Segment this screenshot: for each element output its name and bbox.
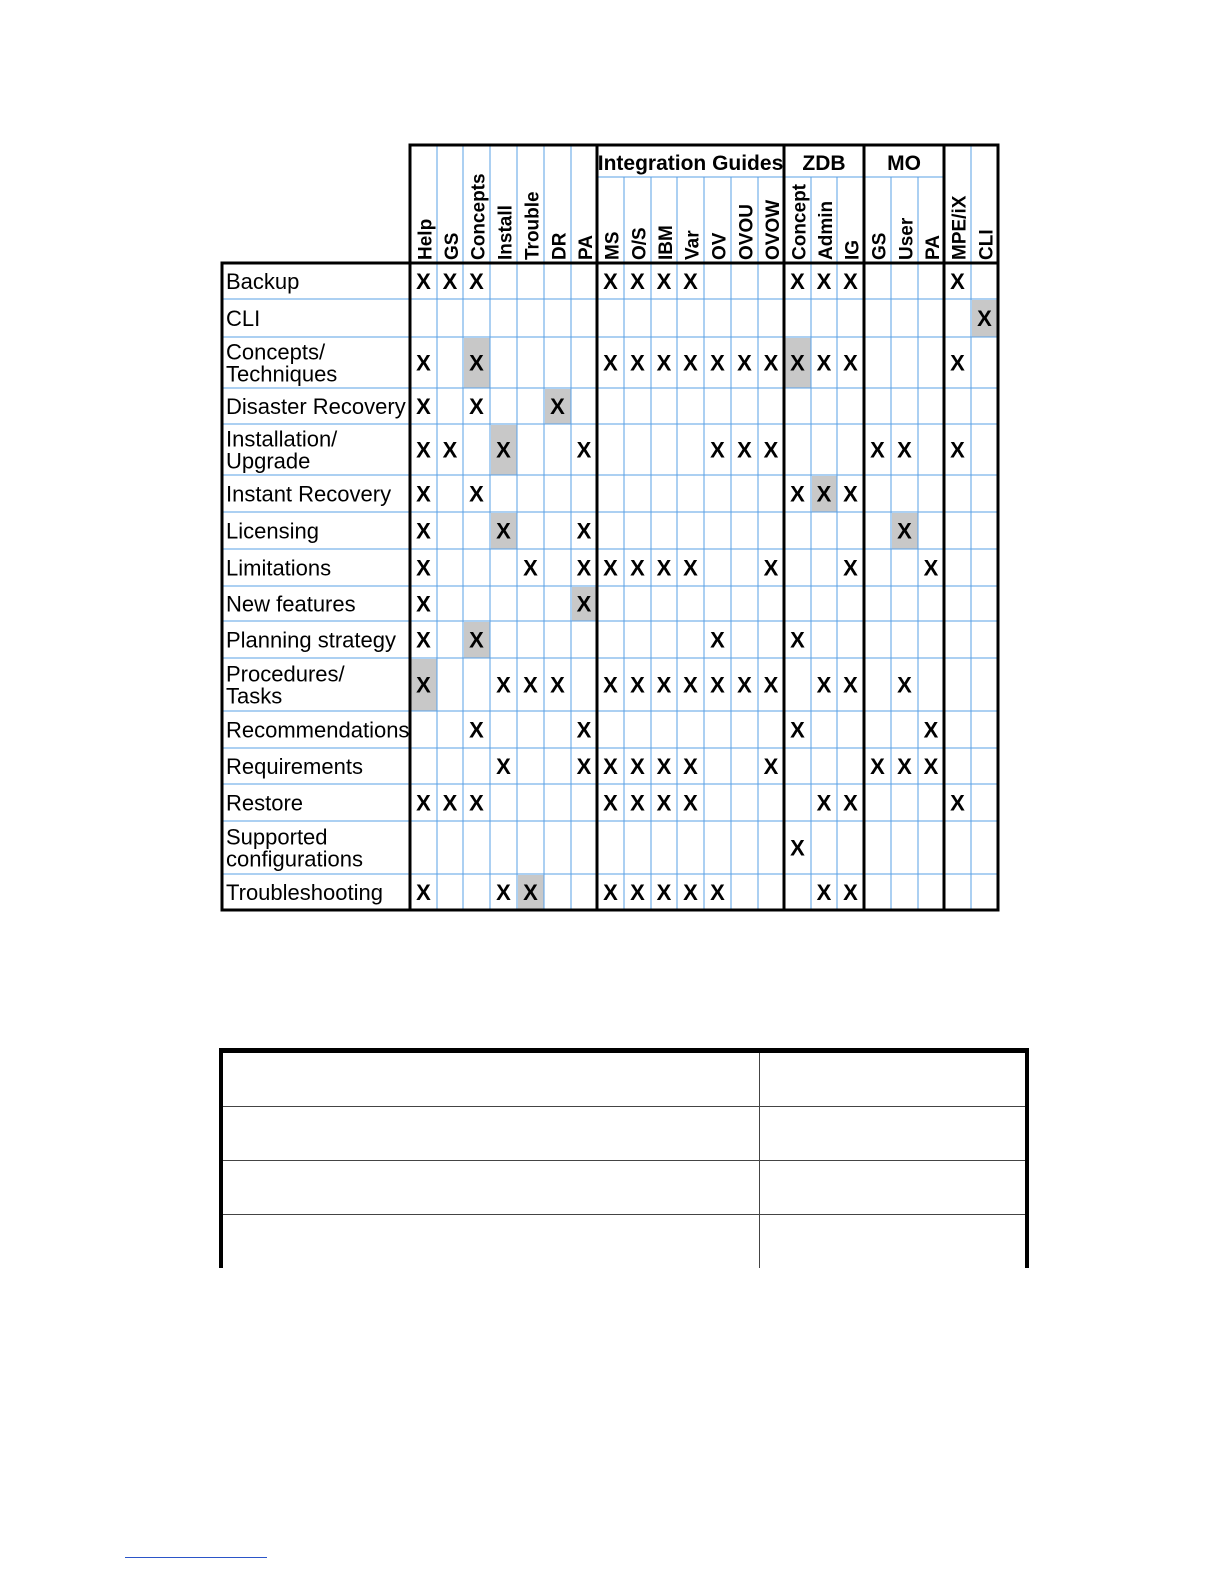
x-mark: X [683, 754, 698, 779]
x-mark: X [416, 672, 431, 698]
group-header: ZDB [802, 152, 846, 175]
x-mark: X [576, 518, 592, 544]
x-mark: X [656, 754, 672, 779]
column-header-install: Install [495, 205, 517, 260]
x-mark: X [763, 672, 779, 698]
x-mark: X [496, 754, 511, 779]
table-cell [760, 1161, 1028, 1215]
x-mark: X [843, 481, 858, 507]
x-mark: X [442, 437, 458, 463]
row-label: Disaster Recovery [226, 394, 406, 419]
x-mark: X [630, 672, 645, 698]
x-mark: X [790, 350, 805, 376]
x-mark: X [950, 790, 965, 816]
x-mark: X [656, 555, 672, 581]
x-mark: X [576, 555, 592, 581]
table-row [221, 1051, 1027, 1107]
column-header-concept: Concept [789, 184, 811, 260]
x-mark: X [576, 754, 592, 779]
x-mark: X [469, 717, 484, 743]
x-mark: X [496, 518, 511, 544]
x-mark: X [683, 880, 698, 905]
column-header-gs: GS [442, 232, 463, 260]
x-mark: X [416, 269, 431, 294]
x-mark: X [763, 555, 779, 581]
x-mark: X [416, 394, 431, 419]
x-mark: X [603, 269, 618, 294]
x-mark: X [576, 437, 592, 463]
row-label: Licensing [226, 518, 319, 544]
x-mark: X [950, 269, 965, 294]
column-header-ovou: OVOU [736, 204, 758, 260]
x-mark: X [469, 790, 484, 816]
x-mark: X [737, 437, 752, 463]
x-mark: X [603, 790, 618, 816]
blank-table [219, 1048, 1029, 1268]
x-mark: X [416, 481, 431, 507]
x-mark: X [550, 394, 565, 419]
column-header-dr: DR [549, 232, 571, 260]
row-label: Instant Recovery [226, 481, 392, 507]
x-mark: X [897, 437, 912, 463]
row-label: Troubleshooting [226, 880, 383, 905]
row-label: Techniques [226, 361, 338, 387]
column-header-user: User [896, 217, 918, 260]
x-mark: X [710, 437, 725, 463]
x-mark: X [496, 880, 511, 905]
group-header: Integration Guides [597, 152, 784, 175]
table-cell [760, 1107, 1028, 1161]
footnote-rule [125, 1557, 267, 1558]
table-row [221, 1215, 1027, 1269]
x-mark: X [442, 790, 458, 816]
x-mark: X [683, 790, 698, 816]
x-mark: X [710, 350, 725, 376]
column-header-os: O/S [629, 227, 651, 260]
x-mark: X [763, 754, 779, 779]
x-mark: X [656, 672, 672, 698]
x-mark: X [843, 350, 858, 376]
x-mark: X [576, 591, 592, 617]
table-cell [760, 1051, 1028, 1107]
x-mark: X [923, 555, 939, 581]
x-mark: X [416, 790, 431, 816]
x-mark: X [469, 269, 484, 294]
row-label: Procedures/ [226, 661, 345, 687]
row-label: CLI [226, 306, 261, 331]
x-mark: X [416, 437, 431, 463]
x-mark: X [469, 481, 484, 507]
x-mark: X [710, 627, 725, 653]
x-mark: X [656, 269, 672, 294]
x-mark: X [897, 672, 912, 698]
x-mark: X [603, 672, 618, 698]
x-mark: X [523, 672, 538, 698]
x-mark: X [790, 717, 805, 743]
x-mark: X [816, 481, 832, 507]
x-mark: X [469, 394, 484, 419]
column-header-var: Var [682, 230, 704, 260]
row-label: Recommendations [226, 717, 410, 743]
x-mark: X [977, 306, 992, 331]
table-row [221, 1107, 1027, 1161]
x-mark: X [603, 555, 618, 581]
group-header: MO [887, 152, 921, 175]
x-mark: X [843, 269, 858, 294]
x-mark: X [683, 555, 698, 581]
row-label: configurations [226, 846, 363, 872]
x-mark: X [416, 627, 431, 653]
table-cell [221, 1161, 760, 1215]
x-mark: X [763, 437, 779, 463]
row-label: Planning strategy [226, 627, 396, 653]
table-cell [221, 1107, 760, 1161]
x-mark: X [469, 350, 484, 376]
column-header-mo-pa: PA [923, 235, 944, 260]
column-header-trouble: Trouble [522, 191, 544, 260]
x-mark: X [630, 350, 645, 376]
row-label: Backup [226, 269, 300, 294]
x-mark: X [710, 880, 725, 905]
x-mark: X [656, 350, 672, 376]
x-mark: X [469, 627, 484, 653]
x-mark: X [763, 350, 779, 376]
x-mark: X [843, 880, 858, 905]
row-label: Requirements [226, 754, 363, 779]
row-label: Restore [226, 790, 304, 816]
x-mark: X [630, 790, 645, 816]
x-mark: X [496, 437, 511, 463]
x-mark: X [523, 880, 538, 905]
x-mark: X [630, 555, 645, 581]
x-mark: X [816, 269, 832, 294]
x-mark: X [816, 880, 832, 905]
x-mark: X [603, 350, 618, 376]
table-cell [221, 1215, 760, 1269]
x-mark: X [870, 437, 885, 463]
x-mark: X [630, 269, 645, 294]
x-mark: X [630, 880, 645, 905]
column-header-ig: IG [842, 239, 864, 260]
x-mark: X [897, 518, 912, 544]
x-mark: X [923, 754, 939, 779]
column-header-help: Help [415, 218, 437, 260]
x-mark: X [550, 672, 565, 698]
column-header-cli: CLI [976, 229, 998, 260]
x-mark: X [843, 790, 858, 816]
x-mark: X [843, 555, 858, 581]
x-mark: X [656, 790, 672, 816]
column-header-admin: Admin [816, 200, 837, 260]
x-mark: X [816, 350, 832, 376]
x-mark: X [737, 672, 752, 698]
x-mark: X [656, 880, 672, 905]
column-header-pa: PA [576, 235, 597, 260]
x-mark: X [710, 672, 725, 698]
x-mark: X [416, 880, 431, 905]
x-mark: X [897, 754, 912, 779]
table-cell [221, 1051, 760, 1107]
x-mark: X [790, 835, 805, 861]
x-mark: X [683, 350, 698, 376]
x-mark: X [683, 672, 698, 698]
table-row [221, 1161, 1027, 1215]
x-mark: X [523, 555, 538, 581]
table-cell [760, 1215, 1028, 1269]
column-header-ovow: OVOW [763, 199, 784, 260]
x-mark: X [816, 672, 832, 698]
x-mark: X [416, 591, 431, 617]
x-mark: X [950, 437, 965, 463]
row-label: Concepts/ [226, 339, 326, 365]
x-mark: X [870, 754, 885, 779]
column-header-ov: OV [709, 232, 731, 260]
x-mark: X [843, 672, 858, 698]
row-label: Upgrade [226, 448, 311, 474]
column-header-ms: MS [602, 231, 624, 260]
x-mark: X [442, 269, 458, 294]
row-label: Installation/ [226, 426, 338, 452]
x-mark: X [416, 555, 431, 581]
x-mark: X [630, 754, 645, 779]
row-label: Supported [226, 824, 328, 850]
x-mark: X [416, 518, 431, 544]
x-mark: X [496, 672, 511, 698]
x-mark: X [416, 350, 431, 376]
x-mark: X [603, 754, 618, 779]
row-label: Tasks [226, 683, 283, 709]
x-mark: X [790, 269, 805, 294]
x-mark: X [576, 717, 592, 743]
x-mark: X [816, 790, 832, 816]
column-header-concepts: Concepts [468, 173, 490, 260]
x-mark: X [683, 269, 698, 294]
x-mark: X [790, 481, 805, 507]
column-header-mpe-ix: MPE/iX [949, 195, 971, 260]
x-mark: X [603, 880, 618, 905]
column-header-mo-gs: GS [869, 232, 891, 260]
x-mark: X [737, 350, 752, 376]
row-label: New features [226, 591, 356, 617]
row-label: Limitations [226, 555, 332, 581]
x-mark: X [790, 627, 805, 653]
x-mark: X [923, 717, 939, 743]
x-mark: X [950, 350, 965, 376]
column-header-ibm: IBM [656, 225, 677, 260]
